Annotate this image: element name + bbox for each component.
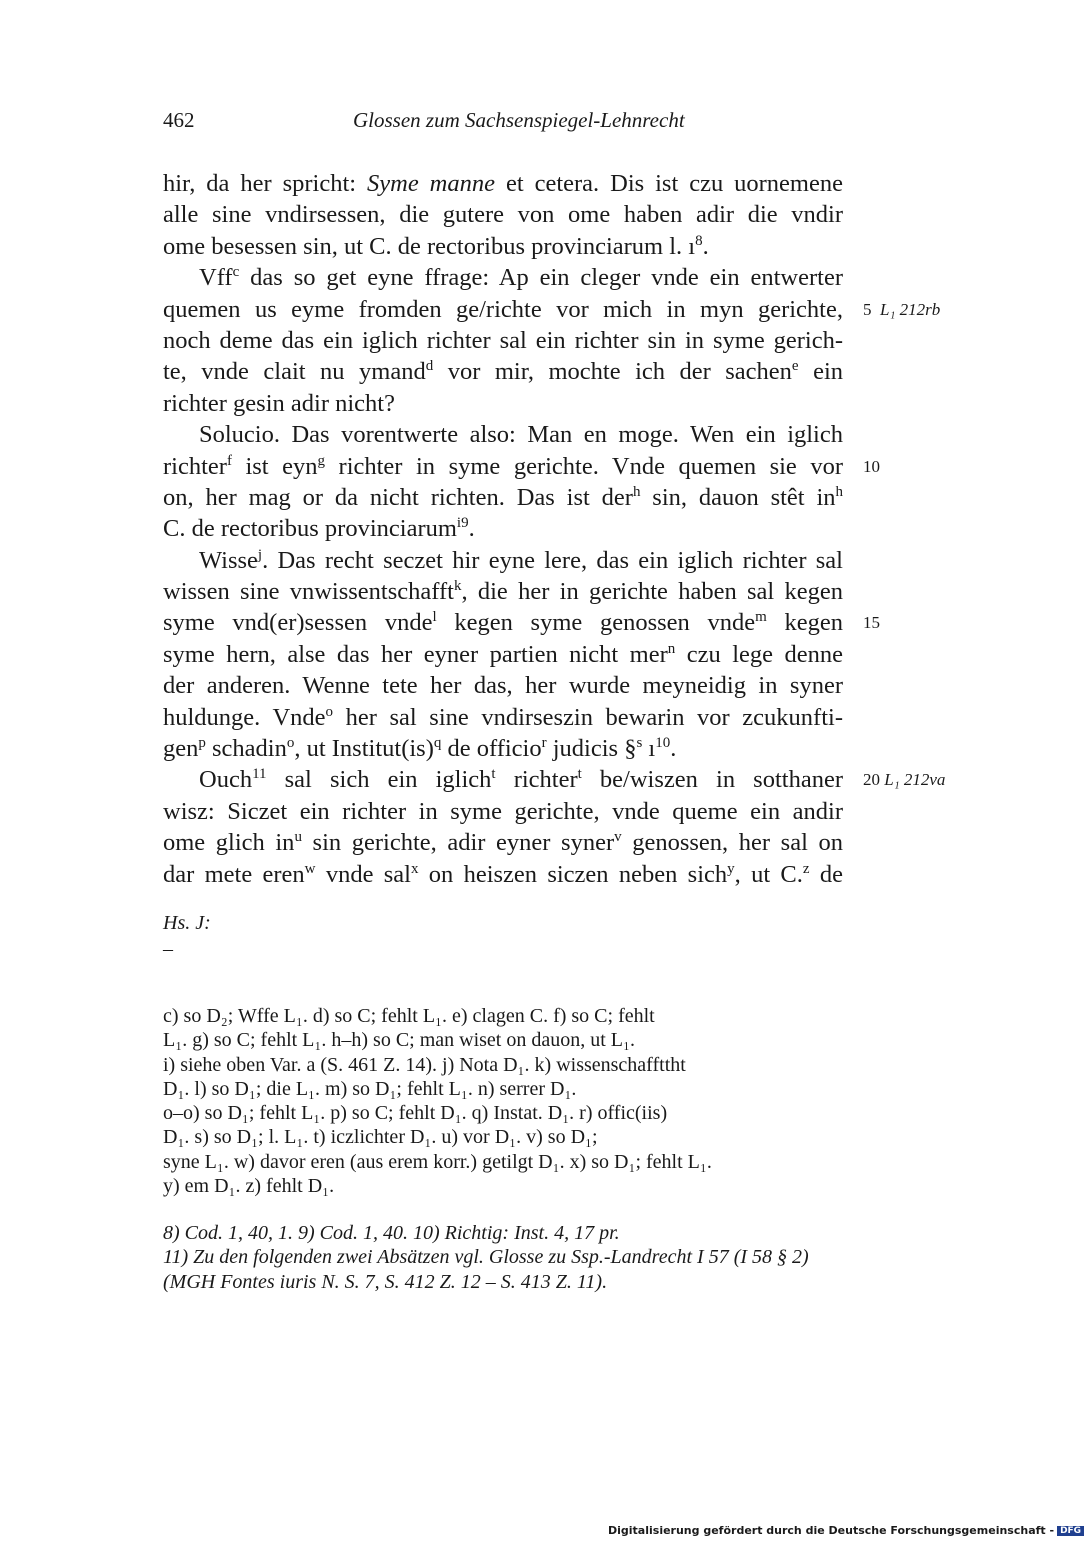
manuscript-dash: – — [163, 938, 173, 960]
variant-line: y) em D₁. z) fehlt D₁. — [163, 1175, 335, 1198]
variant-apparatus — [163, 1004, 843, 1198]
text-line: hir, da her spricht: Syme manne et cetera. Dis ist czu uornemene — [163, 170, 843, 197]
footnote-line: 11) Zu den folgenden zwei Absätzen vgl. Glosse zu Ssp.-Landrecht I 57 (I 58 § 2) — [163, 1246, 809, 1269]
footnote-line: 8) Cod. 1, 40, 1. 9) Cod. 1, 40. 10) Richtig: Inst. 4, 17 pr. — [163, 1222, 620, 1244]
footnotes — [163, 1221, 843, 1294]
text-line: wissen sine vnwissentschafft$^k$, die her in gerichte haben sal kegen — [163, 578, 843, 606]
dfg-logo: DFG — [1057, 1526, 1084, 1536]
running-title: Glossen zum Sachsenspiegel-Lehnrecht — [353, 108, 685, 132]
text-line: syme vnd(er)sessen vnde$^l$ kegen syme genossen vnde$^m$ kegen 15 — [163, 607, 843, 638]
line-number-15: 15 — [863, 613, 880, 633]
page-number: 462 — [163, 108, 195, 132]
text-line: on, her mag or da nicht richten. Das ist der$^h$ sin, dauon stêt $in^h$ — [163, 483, 844, 511]
text-line: Wisse$^j$. Das recht seczet hir eyne lere, das ein iglich richter sal — [199, 546, 843, 574]
text-line: alle sine vndirsessen, die gutere von ome haben adir die vndir — [163, 201, 843, 229]
digitization-credit — [608, 1524, 1084, 1537]
page-header — [163, 108, 843, 138]
text-line: wisz: Siczet ein richter in syme gerichte, vnde queme ein andir — [163, 797, 843, 825]
variant-line: L₁. g) so C; fehlt L₁. h–h) so C; man wiset on dauon, ut L₁. — [163, 1029, 635, 1052]
text-line: ome besessen sin, ut C. de rectoribus provinciarum l. $ı^8$. — [163, 232, 709, 260]
text-line: Solucio. Das vorentwerte also: Man en moge. Wen ein iglich — [199, 421, 843, 449]
text-line: dar mete eren$^w$ vnde sal$^x$ on heiszen siczen neben sich$^y$, ut C.$^z$ de — [163, 860, 844, 888]
text-line: richter gesin adir nicht? — [163, 389, 395, 417]
text-line: syme hern, alse das her eyner partien nicht mer$^n$ czu lege denne — [163, 640, 843, 668]
main-text — [163, 168, 946, 890]
line-number-20: 20 L₁ 212va — [863, 770, 946, 790]
line-number-10: 10 — [863, 456, 880, 476]
text-line: ome glich $in^u$ sin gerichte, adir eyner syner$^v$ genossen, her sal on — [163, 829, 843, 857]
text-line: der anderen. Wenne tete her das, her wurde meyneidig in syner — [163, 672, 843, 700]
text-line: quemen us eyme fromden ge/richte vor mich in myn gerichte, 5 L₁ 212rb — [163, 294, 843, 325]
variant-line: o–o) so D₁; fehlt L₁. p) so C; fehlt D₁. q) Instat. D₁. r) offic(iis) — [163, 1102, 668, 1125]
line-number-5: 5 L₁ 212rb — [863, 299, 941, 319]
text-line: richter$^f$ ist eyn$^g$ richter in syme gerichte. Vnde quemen sie vor 10 — [163, 451, 843, 482]
text-line: huldunge. Vnde$^o$ her sal sine vndirseszin bewarin vor zcukunfti- — [163, 703, 843, 731]
text-line: gen$^p$ schadin$^o$, ut Institut(is)$^q$ de officio$^r$ judicis §$^s$ $ı^{10}$. — [163, 735, 677, 763]
text-line: Vff$^c$ das so get eyne ffrage: Ap ein cleger vnde ein entwerter — [199, 264, 843, 292]
footnote-line: (MGH Fontes iuris N. S. 7, S. 412 Z. 12 – S. 413 Z. 11). — [163, 1270, 608, 1293]
text-line: te, vnde clait nu ymand$^d$ vor mir, mochte ich der sachen$^e$ ein — [163, 358, 844, 386]
text-line: C. de rectoribus provinciarum$^{i9}$. — [163, 515, 475, 543]
variant-line: i) siehe oben Var. a (S. 461 Z. 14). j) Nota D₁. k) wissenschaffttht — [163, 1053, 686, 1076]
variant-line: syne L₁. w) davor eren (aus erem korr.) getilgt D₁. x) so D₁; fehlt L₁. — [163, 1150, 712, 1173]
credit-text: Digitalisierung gefördert durch die Deutsche Forschungsgemeinschaft - — [608, 1524, 1055, 1537]
text-line: noch deme das ein iglich richter sal ein richter sin in syme gerich- — [163, 326, 843, 354]
variant-line: c) so D₂; Wffe L₁. d) so C; fehlt L₁. e) clagen C. f) so C; fehlt — [163, 1005, 655, 1027]
manuscript-label: Hs. J: — [163, 912, 211, 934]
variant-line: D₁. l) so D₁; die L₁. m) so D₁; fehlt L₁. n) serrer D₁. — [163, 1077, 577, 1100]
text-line: Ouch$^{11}$ sal sich ein iglich$^t$ richter$^t$ be/wiszen in sotthaner 20 L₁ 212va — [163, 764, 843, 795]
variant-line: D₁. s) so D₁; l. L₁. t) iczlichter D₁. u) vor D₁. v) so D₁; — [163, 1126, 598, 1149]
